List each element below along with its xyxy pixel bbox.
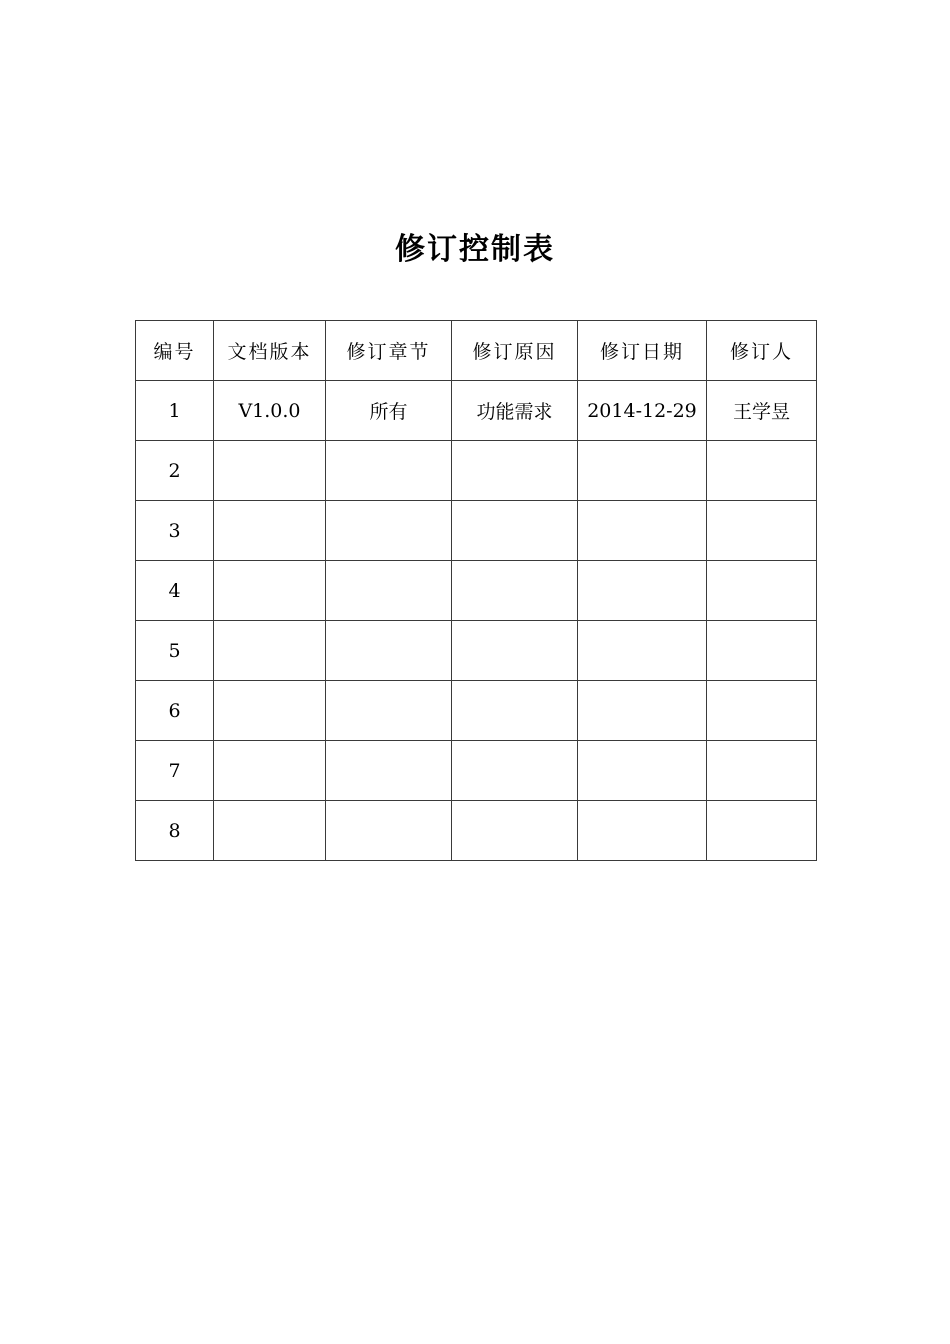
cell-author (707, 441, 817, 501)
table-row (136, 441, 817, 501)
cell-reason (452, 441, 578, 501)
cell-section: 所有 (326, 381, 452, 441)
cell-section (326, 561, 452, 621)
column-header-number: 编号 (136, 321, 214, 381)
cell-reason (452, 561, 578, 621)
table-row (136, 621, 817, 681)
column-header-reason: 修订原因 (452, 321, 578, 381)
cell-number: 8 (136, 801, 214, 861)
cell-number: 6 (136, 681, 214, 741)
cell-author: 王学昱 (707, 381, 817, 441)
cell-author (707, 621, 817, 681)
cell-reason (452, 681, 578, 741)
cell-number: 5 (136, 621, 214, 681)
cell-version (214, 441, 326, 501)
cell-section (326, 621, 452, 681)
cell-version (214, 801, 326, 861)
cell-section (326, 441, 452, 501)
cell-number: 3 (136, 501, 214, 561)
cell-reason: 功能需求 (452, 381, 578, 441)
cell-author (707, 681, 817, 741)
table-row (136, 381, 817, 441)
cell-reason (452, 621, 578, 681)
cell-version (214, 741, 326, 801)
cell-section (326, 801, 452, 861)
cell-date (578, 681, 707, 741)
cell-reason (452, 801, 578, 861)
page-title: 修订控制表 (395, 232, 555, 267)
table-row (136, 801, 817, 861)
cell-number: 7 (136, 741, 214, 801)
cell-number: 4 (136, 561, 214, 621)
table-row (136, 741, 817, 801)
cell-version (214, 501, 326, 561)
cell-date (578, 441, 707, 501)
cell-number: 1 (136, 381, 214, 441)
cell-number: 2 (136, 441, 214, 501)
revision-control-table (135, 320, 817, 861)
column-header-version: 文档版本 (214, 321, 326, 381)
cell-author (707, 501, 817, 561)
cell-date: 2014-12-29 (578, 381, 707, 441)
cell-reason (452, 741, 578, 801)
table-row (136, 561, 817, 621)
cell-version (214, 561, 326, 621)
cell-version (214, 621, 326, 681)
cell-date (578, 621, 707, 681)
table-row (136, 681, 817, 741)
column-header-author: 修订人 (707, 321, 817, 381)
cell-reason (452, 501, 578, 561)
table-header-row (136, 321, 817, 381)
cell-author (707, 561, 817, 621)
cell-author (707, 741, 817, 801)
cell-version (214, 681, 326, 741)
cell-author (707, 801, 817, 861)
cell-date (578, 741, 707, 801)
column-header-section: 修订章节 (326, 321, 452, 381)
cell-version: V1.0.0 (214, 381, 326, 441)
cell-date (578, 561, 707, 621)
cell-section (326, 681, 452, 741)
table-row (136, 501, 817, 561)
cell-date (578, 501, 707, 561)
cell-section (326, 501, 452, 561)
cell-date (578, 801, 707, 861)
cell-section (326, 741, 452, 801)
column-header-date: 修订日期 (578, 321, 707, 381)
